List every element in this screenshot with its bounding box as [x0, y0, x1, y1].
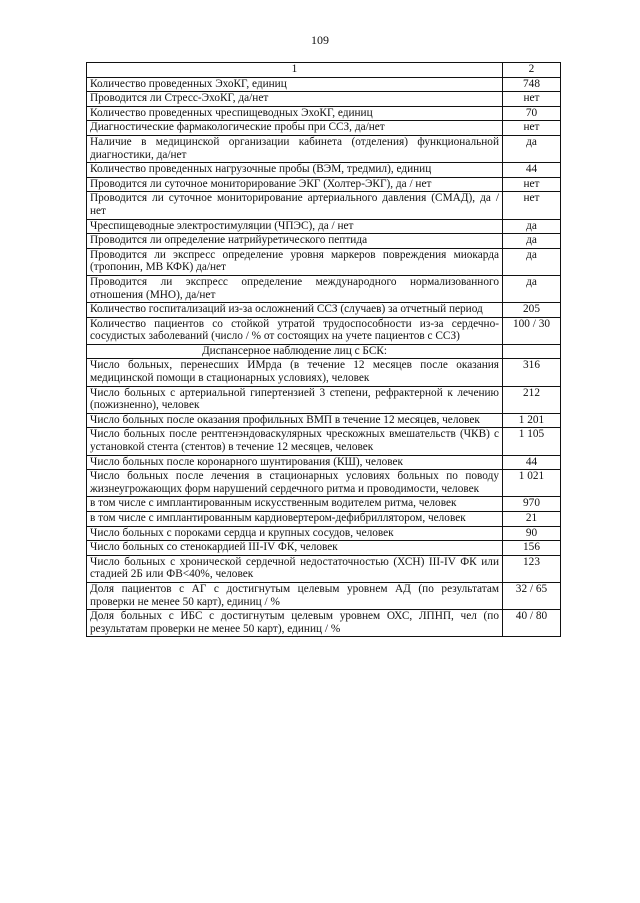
row-value: 212 [503, 386, 561, 413]
table-row [87, 163, 561, 178]
row-value: нет [503, 192, 561, 219]
row-value: 44 [503, 163, 561, 178]
table-row [87, 582, 561, 609]
row-value: да [503, 135, 561, 162]
column-header-2: 2 [503, 63, 561, 78]
row-label: Число больных с артериальной гипертензией 3 степени, рефрактерной к лечению (пожизненно), человек [87, 386, 503, 413]
row-value: 40 / 80 [503, 610, 561, 637]
table-row [87, 541, 561, 556]
table-row [87, 386, 561, 413]
row-label: Проводится ли экспресс определение уровня маркеров повреждения миокарда (тропонин, МВ КФК) да/нет [87, 248, 503, 275]
row-value: 100 / 30 [503, 317, 561, 344]
row-value: 1 105 [503, 428, 561, 455]
table-row [87, 275, 561, 302]
table-row [87, 192, 561, 219]
table-row [87, 428, 561, 455]
row-label: Число больных после рентгенэндоваскулярных чрескожных вмешательств (ЧКВ) с установкой стента (стентов) в течение 12 месяцев, человек [87, 428, 503, 455]
table-row [87, 413, 561, 428]
row-label: Количество госпитализаций из-за осложнений ССЗ (случаев) за отчетный период [87, 303, 503, 318]
table-row [87, 610, 561, 637]
table-row [87, 135, 561, 162]
row-label: Проводится ли экспресс определение международного нормализованного отношения (МНО), да/нет [87, 275, 503, 302]
section-header-row [87, 344, 561, 359]
row-value: нет [503, 177, 561, 192]
row-value: 21 [503, 512, 561, 527]
table-row [87, 92, 561, 107]
row-label: Количество проведенных нагрузочные пробы (ВЭМ, тредмил), единиц [87, 163, 503, 178]
row-label: Проводится ли суточное мониторирование ЭКГ (Холтер-ЭКГ), да / нет [87, 177, 503, 192]
row-label: Число больных со стенокардией III-IV ФК, человек [87, 541, 503, 556]
row-value: 70 [503, 106, 561, 121]
row-label: Число больных после коронарного шунтирования (КШ), человек [87, 455, 503, 470]
table-row [87, 106, 561, 121]
row-value: 1 021 [503, 470, 561, 497]
page-number: 109 [311, 33, 329, 47]
row-label: Проводится ли Стресс-ЭхоКГ, да/нет [87, 92, 503, 107]
table-row [87, 497, 561, 512]
table-row [87, 512, 561, 527]
row-label: Число больных, перенесших ИМрда (в течение 12 месяцев после оказания медицинской помощи в стационарных условиях), человек [87, 359, 503, 386]
row-label: Проводится ли суточное мониторирование артериального давления (СМАД), да / нет [87, 192, 503, 219]
row-value: да [503, 219, 561, 234]
table-row [87, 77, 561, 92]
row-label: Число больных после лечения в стационарных условиях больных по поводу жизнеугрожающих форм нарушений сердечного ритма и проводимости, человек [87, 470, 503, 497]
row-value: 90 [503, 526, 561, 541]
row-value: 748 [503, 77, 561, 92]
row-label: Количество проведенных чреспищеводных ЭхоКГ, единиц [87, 106, 503, 121]
table-row [87, 248, 561, 275]
table-row [87, 121, 561, 136]
row-value: 970 [503, 497, 561, 512]
row-value: нет [503, 92, 561, 107]
row-label: в том числе с имплантированным кардиовертером-дефибриллятором, человек [87, 512, 503, 527]
table-row [87, 555, 561, 582]
table-row [87, 526, 561, 541]
column-header-1: 1 [87, 63, 503, 78]
table-row [87, 177, 561, 192]
section-empty-cell [503, 344, 561, 359]
table-row [87, 303, 561, 318]
table-row [87, 470, 561, 497]
row-value: 205 [503, 303, 561, 318]
row-value: 316 [503, 359, 561, 386]
table-row [87, 455, 561, 470]
row-value: 32 / 65 [503, 582, 561, 609]
row-value: 44 [503, 455, 561, 470]
row-label: Количество пациентов со стойкой утратой трудоспособности из-за сердечно-сосудистых заболеваний (число / % от состоящих на учете пациентов с ССЗ) [87, 317, 503, 344]
row-label: Количество проведенных ЭхоКГ, единиц [87, 77, 503, 92]
row-label: Доля пациентов с АГ с достигнутым целевым уровнем АД (по результатам проверки не менее 50 карт), единиц / % [87, 582, 503, 609]
row-label: Проводится ли определение натрийуретического пептида [87, 234, 503, 249]
indicators-table [86, 62, 561, 637]
section-title: Диспансерное наблюдение лиц с БСК: [87, 344, 503, 359]
table-row [87, 234, 561, 249]
table-header-row [87, 63, 561, 78]
row-label: в том числе с имплантированным искусственным водителем ритма, человек [87, 497, 503, 512]
row-label: Наличие в медицинской организации кабинета (отделения) функциональной диагностики, да/нет [87, 135, 503, 162]
row-value: 1 201 [503, 413, 561, 428]
row-label: Доля больных с ИБС с достигнутым целевым уровнем ОХС, ЛПНП, чел (по результатам проверки не менее 50 карт), единиц / % [87, 610, 503, 637]
row-label: Диагностические фармакологические пробы при ССЗ, да/нет [87, 121, 503, 136]
row-value: да [503, 275, 561, 302]
row-value: да [503, 234, 561, 249]
row-value: 156 [503, 541, 561, 556]
table-row [87, 359, 561, 386]
row-value: нет [503, 121, 561, 136]
row-value: 123 [503, 555, 561, 582]
row-label: Число больных с хронической сердечной недостаточностью (ХСН) III-IV ФК или стадией 2Б или ФВ<40%, человек [87, 555, 503, 582]
row-label: Число больных после оказания профильных ВМП в течение 12 месяцев, человек [87, 413, 503, 428]
table-row [87, 219, 561, 234]
row-label: Число больных с пороками сердца и крупных сосудов, человек [87, 526, 503, 541]
row-value: да [503, 248, 561, 275]
table-row [87, 317, 561, 344]
row-label: Чреспищеводные электростимуляции (ЧПЭС), да / нет [87, 219, 503, 234]
